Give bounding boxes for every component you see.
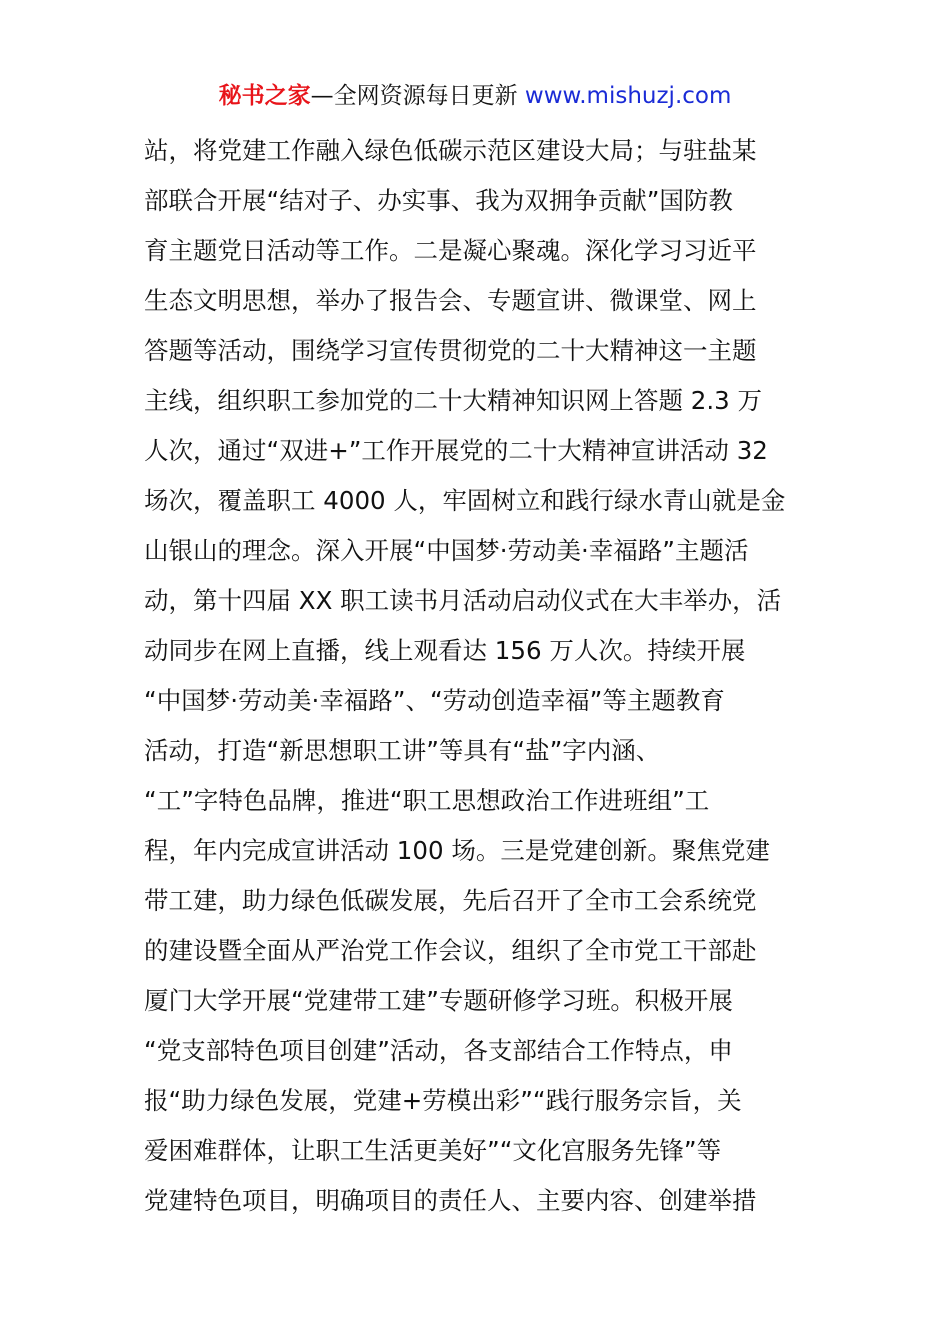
text-line: 动同步在网上直播，线上观看达 156 万人次。持续开展 <box>144 636 746 665</box>
text-line: 报“助力绿色发展，党建+劳模出彩”“践行服务宗旨，关 <box>144 1086 742 1115</box>
text-line: “党支部特色项目创建”活动，各支部结合工作特点，申 <box>144 1036 733 1065</box>
text-line: 党建特色项目，明确项目的责任人、主要内容、创建举措 <box>144 1186 757 1215</box>
site-header <box>0 80 950 112</box>
site-slogan: —全网资源每日更新 <box>310 83 518 109</box>
site-brand: 秘书之家 <box>218 83 311 109</box>
text-line: 厦门大学开展“党建带工建”专题研修学习班。积极开展 <box>144 986 733 1015</box>
text-line: 的建设暨全面从严治党工作会议，组织了全市党工干部赴 <box>144 936 757 965</box>
text-line: 活动，打造“新思想职工讲”等具有“盐”字内涵、 <box>144 736 661 765</box>
text-line: 部联合开展“结对子、办实事、我为双拥争贡献”国防教 <box>144 186 733 215</box>
text-line: 站，将党建工作融入绿色低碳示范区建设大局；与驻盐某 <box>144 136 757 165</box>
text-line: 答题等活动，围绕学习宣传贯彻党的二十大精神这一主题 <box>144 336 757 365</box>
text-line: 爱困难群体，让职工生活更美好”“文化宫服务先锋”等 <box>144 1136 722 1165</box>
site-url-link[interactable]: www.mishuzj.com <box>524 83 732 109</box>
text-line: “中国梦·劳动美·幸福路”、“劳动创造幸福”等主题教育 <box>144 686 725 715</box>
text-line: 山银山的理念。深入开展“中国梦·劳动美·幸福路”主题活 <box>144 536 749 565</box>
text-line: 场次，覆盖职工 4000 人，牢固树立和践行绿水青山就是金 <box>144 486 786 515</box>
text-line: 动，第十四届 XX 职工读书月活动启动仪式在大丰举办，活 <box>144 586 782 615</box>
text-line: 生态文明思想，举办了报告会、专题宣讲、微课堂、网上 <box>144 286 757 315</box>
text-line: 带工建，助力绿色低碳发展，先后召开了全市工会系统党 <box>144 886 757 915</box>
text-line: 育主题党日活动等工作。二是凝心聚魂。深化学习习近平 <box>144 236 757 265</box>
text-line: 程，年内完成宣讲活动 100 场。三是党建创新。聚焦党建 <box>144 836 770 865</box>
text-line: 主线，组织职工参加党的二十大精神知识网上答题 2.3 万 <box>144 386 763 415</box>
article-body <box>144 126 814 1226</box>
text-line: “工”字特色品牌，推进“职工思想政治工作进班组”工 <box>144 786 710 815</box>
text-line: 人次，通过“双进+”工作开展党的二十大精神宣讲活动 32 <box>144 436 768 465</box>
